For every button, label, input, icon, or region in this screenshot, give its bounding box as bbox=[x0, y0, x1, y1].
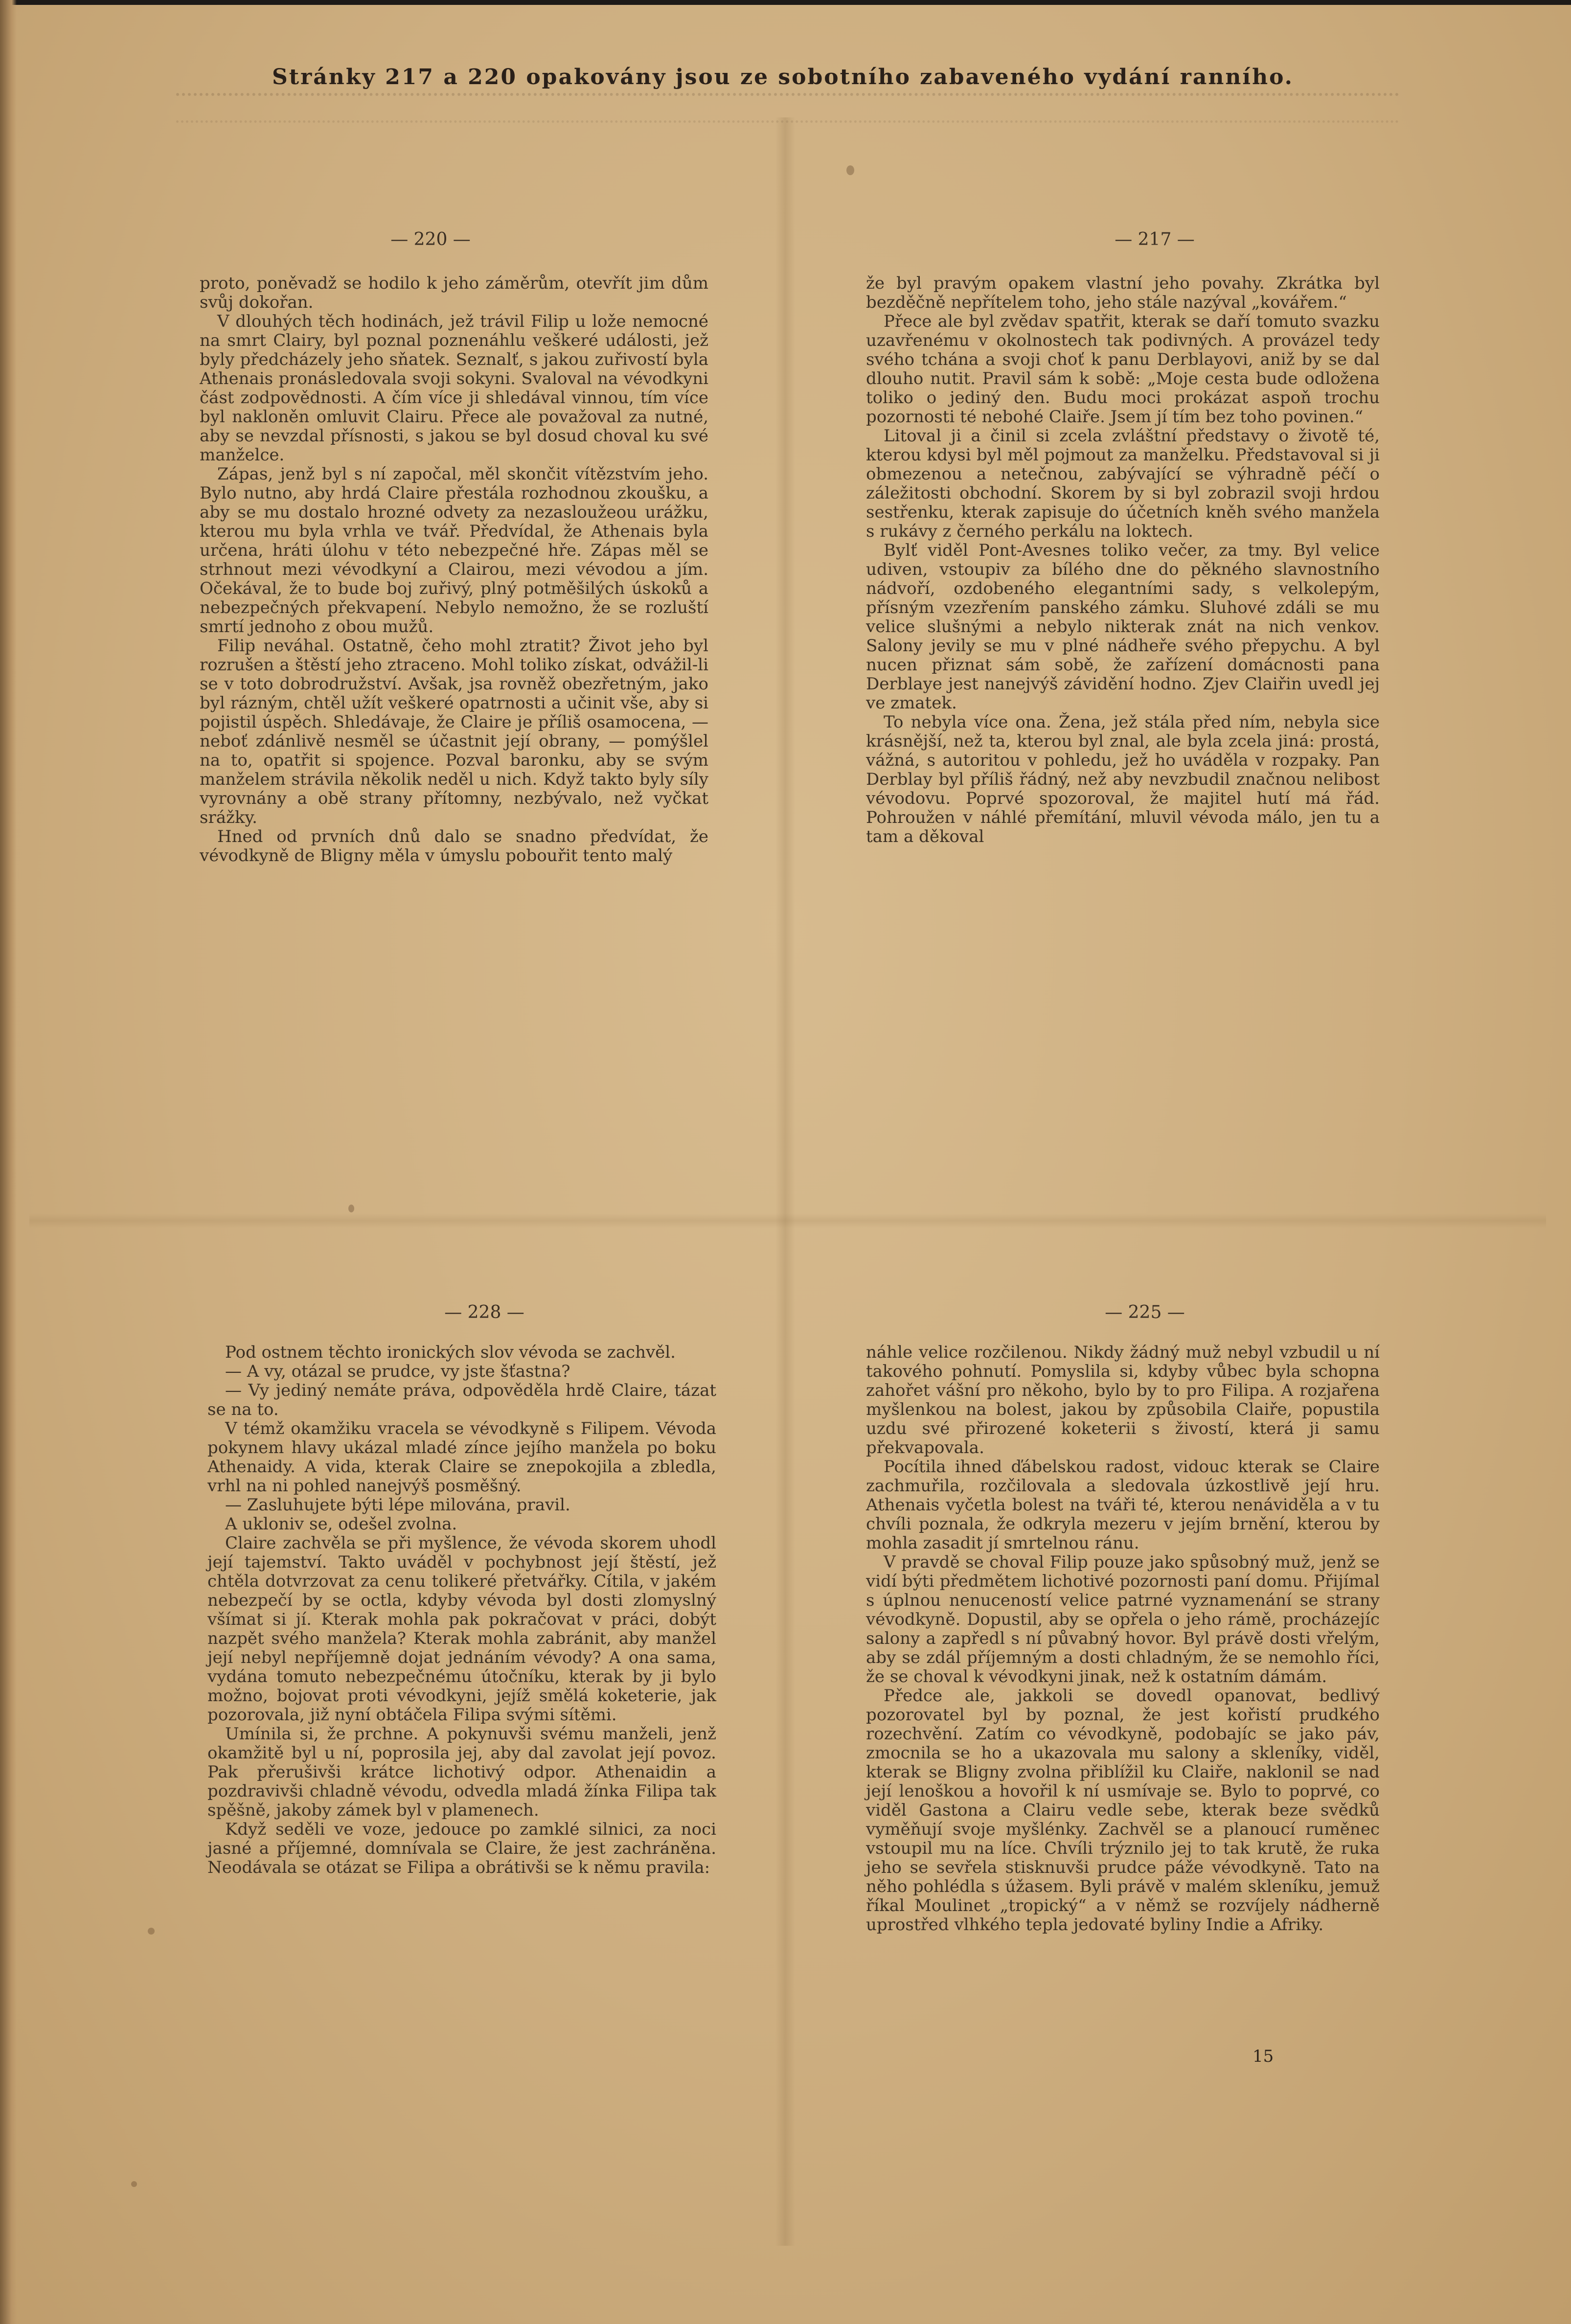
page-number-220: — 220 — bbox=[390, 229, 471, 250]
page-number-228: — 228 — bbox=[444, 1302, 524, 1322]
column-page-228 bbox=[207, 1343, 716, 2052]
paragraph: Hned od prvních dnů dalo se snadno předvídat, že vévodkyně de Bligny měla v úmyslu pobouřit tento malý bbox=[200, 827, 708, 866]
horizontal-fold-crease bbox=[29, 1213, 1546, 1228]
paragraph: Předce ale, jakkoli se dovedl opanovat, bedlivý pozorovatel byl by poznal, že jest kořistí prudkého rozechvění. Zatím co vévodkyně, podobajíc se jako páv, zmocnila se ho a ukazovala mu salony a skleníky, viděl, kterak se Bligny zvolna přiblížil ku Claiře, naklonil se nad její lenoškou a hovořil k ní usmívaje se. Bylo to poprvé, co viděl Gastona a Clairu vedle sebe, kterak beze svědků vyměňují svoje myšlénky. Zachvěl se a planoucí ruměnec vstoupil mu na líce. Chvíli trýznilo jej to tak krutě, že ruka jeho se sevřela stisknuvši prudce páže vévodkyně. Tato na něho pohlédla s úžasem. Byli právě v malém skleníku, jemuž říkal Moulinet „tropický“ a v němž se rozvíjely nádherně uprostřed vlhkého tepla jedovaté byliny Indie a Afriky. bbox=[866, 1686, 1380, 1935]
dialogue-line: — Zasluhujete býti lépe milována, pravil. bbox=[225, 1495, 570, 1515]
paragraph: V dlouhých těch hodinách, jež trávil Filip u lože nemocné na smrt Clairy, byl poznal poznenáhlu veškeré události, jež byly předcházely jeho sňatek. Seznalť, s jakou zuřivostí byla Athenais pronásledovala svoji sokyni. Svaloval na vévodkyni část zodpovědnosti. A čím více ji shledával vinnou, tím více byl nakloněn omluvit Clairu. Přece ale považoval za nutné, aby se nevzdal přísnosti, s jakou se byl dosud choval ku své manželce. bbox=[200, 312, 708, 465]
column-page-217 bbox=[866, 274, 1380, 983]
paragraph: A ukloniv se, odešel zvolna. bbox=[225, 1514, 457, 1534]
paragraph: Litoval ji a činil si zcela zvláštní představy o životě té, kterou kdysi byl měl pojmout za manželku. Představoval si ji obmezenou a netečnou, zabývající se výhradně péčí o záležitosti obchodní. Skorem by si byl zobrazil svoji hrdou sestřenku, kterak zapisuje do účetních kněh svého manžela s rukávy z černého perkálu na loktech. bbox=[866, 426, 1380, 541]
paragraph: V pravdě se choval Filip pouze jako spůsobný muž, jenž se vidí býti předmětem lichotivé pozornosti paní domu. Přijímal s úplnou nenuceností velice patrné vyznamenání se strany vévodkyně. Dopustil, aby se opřela o jeho rámě, procházejíc salony a zapředl s ní půvabný hovor. Byl právě dosti vřelým, aby se zdál příjemným a dosti chladným, že se nemohlo říci, že se choval k vévodkyni jinak, než k ostatním dámám. bbox=[866, 1552, 1380, 1686]
reprint-notice: Stránky 217 a 220 opakovány jsou ze sobotního zabaveného vydání ranního. bbox=[272, 65, 1294, 90]
paragraph: Umínila si, že prchne. A pokynuvši svému manželi, jenž okamžitě byl u ní, poprosila jej, aby dal zavolat její povoz. Pak přerušivši krátce lichotivý odpor. Athenaidin a pozdravivši chladně vévodu, odvedla mladá žínka Filipa tak spěšně, jakoby zámek byl v plamenech. bbox=[207, 1724, 716, 1820]
bleed-through-line bbox=[176, 93, 1399, 123]
paragraph: Filip neváhal. Ostatně, čeho mohl ztratit? Život jeho byl rozrušen a štěstí jeho ztraceno. Mohl toliko získat, odvážil-li se v toto dobrodružství. Avšak, jsa rovněž obezřetným, jako byl rázným, chtěl užít veškeré opatrnosti a učinit vše, aby si pojistil úspěch. Shledávaje, že Claire je příliš osamocena, — neboť zdánlivě nesměl se účastnit její obrany, — pomýšlel na to, opatřit si spojence. Pozval baronku, aby se svým manželem strávila několik neděl u nich. Když takto byly síly vyrovnány a obě strany přítomny, nezbývalo, než vyčkat srážky. bbox=[200, 636, 708, 827]
page-number-225: — 225 — bbox=[1105, 1302, 1185, 1322]
paragraph: Přece ale byl zvědav spatřit, kterak se daří tomuto svazku uzavřenému v okolnostech tak podivných. A provázel tedy svého tchána a svoji choť k panu Derblayovi, aniž by se dal dlouho nutit. Pravil sám k sobě: „Moje cesta bude odložena toliko o jediný den. Budu moci prokázat aspoň trochu pozornosti té nebohé Claiře. Jsem jí tím bez toho povinen.“ bbox=[866, 312, 1380, 427]
paragraph: V témž okamžiku vracela se vévodkyně s Filipem. Vévoda pokynem hlavy ukázal mladé zínce jejího manžela po boku Athenaidy. A vida, kterak Claire se znepokojila a zbledla, vrhl na ni pohled nanejvýš posměšný. bbox=[207, 1419, 716, 1496]
paragraph: Když seděli ve voze, jedouce po zamklé silnici, za noci jasné a příjemné, domnívala se Claire, že jest zachráněna. Neodávala se otázat se Filipa a obrátivši se k němu pravila: bbox=[207, 1820, 716, 1877]
sheet-number: 15 bbox=[1252, 2047, 1274, 2066]
page-number-217: — 217 — bbox=[1115, 229, 1195, 250]
paragraph: náhle velice rozčilenou. Nikdy žádný muž nebyl vzbudil u ní takového pohnutí. Pomyslila si, kdyby vůbec byla schopna zahořet vášní pro někoho, bylo by to pro Filipa. A rozjařena myšlenkou na bolest, jakou by způsobila Claiře, popustila uzdu své přirozené koketerii s živostí, která ji samu překvapovala. bbox=[866, 1343, 1380, 1458]
column-page-225 bbox=[866, 1343, 1380, 2043]
paragraph: Bylť viděl Pont-Avesnes toliko večer, za tmy. Byl velice udiven, vstoupiv za bílého dne do pěkného slavnostního nádvoří, ozdobeného elegantními sady, s velkolepým, přísným vzezřením panského zámku. Sluhové zdáli se mu velice slušnými a nebylo nikterak znát na nich venkov. Salony jevily se mu v plné nádheře svého přepychu. A byl nucen přiznat sám sobě, že zařízení domácnosti pana Derblaye jest nanejvýš závidění hodno. Zjev Claiřin uvedl jej ve zmatek. bbox=[866, 541, 1380, 713]
paragraph: To nebyla více ona. Žena, jež stála před ním, nebyla sice krásnější, než ta, kterou byl znal, ale byla zcela jiná: prostá, vážná, s autoritou v pohledu, jež ho uváděla v rozpaky. Pan Derblay byl příliš řádný, než aby nevzbudil značnou nelibost vévodovu. Poprvé spozoroval, že majitel hutí má řád. Pohroužen v náhlé přemítání, mluvil vévoda málo, jen tu a tam a děkoval bbox=[866, 712, 1380, 846]
ink-speck bbox=[846, 165, 854, 175]
scan-left-edge bbox=[0, 0, 17, 2324]
paragraph: že byl pravým opakem vlastní jeho povahy. Zkrátka byl bezděčně nepřítelem toho, jeho stále nazýval „kovářem.“ bbox=[866, 273, 1380, 312]
column-page-220 bbox=[200, 274, 708, 983]
paragraph: Zápas, jenž byl s ní započal, měl skončit vítězstvím jeho. Bylo nutno, aby hrdá Claire přestála rozhodnou zkoušku, a aby se mu dostalo hrozné odvety za nezasloužeou urážku, kterou mu byla vrhla ve tvář. Předvídal, že Athenais byla určena, hráti úlohu v této nebezpečné hře. Zápas měl se strhnout mezi vévodkyní a Clairou, mezi vévodou a jím. Očekával, že to bude boj zuřivý, plný potměšilých úskoků a nebezpečných překvapení. Nebylo nemožno, že se rozluští smrtí jednoho z obou mužů. bbox=[200, 464, 708, 637]
ink-speck bbox=[348, 1205, 354, 1212]
paragraph: Pocítila ihned ďábelskou radost, vidouc kterak se Claire zachmuřila, rozčilovala a sledovala úzkostlivě její hru. Athenais vyčetla bolest na tváři té, kterou nenáviděla a v tu chvíli poznala, že odkryla mezeru v jejím brnění, kterou by mohla zasadit jí smrtelnou ránu. bbox=[866, 1457, 1380, 1553]
ink-speck bbox=[131, 2181, 137, 2187]
vertical-fold-crease bbox=[775, 117, 795, 2246]
paragraph: proto, poněvadž se hodilo k jeho záměrům, otevřít jim dům svůj dokořan. bbox=[200, 273, 708, 312]
dialogue-line: — A vy, otázal se prudce, vy jste šťastna? bbox=[225, 1362, 570, 1381]
scan-top-edge bbox=[0, 0, 1571, 5]
dialogue-line: — Vy jediný nemáte práva, odpověděla hrdě Claire, tázat se na to. bbox=[207, 1381, 716, 1419]
paragraph: Pod ostnem těchto ironických slov vévoda se zachvěl. bbox=[225, 1343, 676, 1362]
paragraph: Claire zachvěla se při myšlence, že vévoda skorem uhodl její tajemství. Takto uváděl v pochybnost její štěstí, jež chtěla dotvrzovat za cenu tolikeré přetvářky. Cítila, v jakém nebezpečí by se octla, kdyby vévoda byl dosti zlomyslný všímat si jí. Kterak mohla pak pokračovat v práci, dobýt nazpět svého manžela? Kterak mohla zabránit, aby manžel její nebyl nepříjemně dojat jednáním vévody? A ona sama, vydána tomuto nebezpečnému útočníku, kterak by ji bylo možno, bojovat proti vévodkyni, jejíž smělá koketerie, jak pozorovala, již nyní obtáčela Filipa svými sítěmi. bbox=[207, 1533, 716, 1725]
ink-speck bbox=[148, 1928, 155, 1935]
